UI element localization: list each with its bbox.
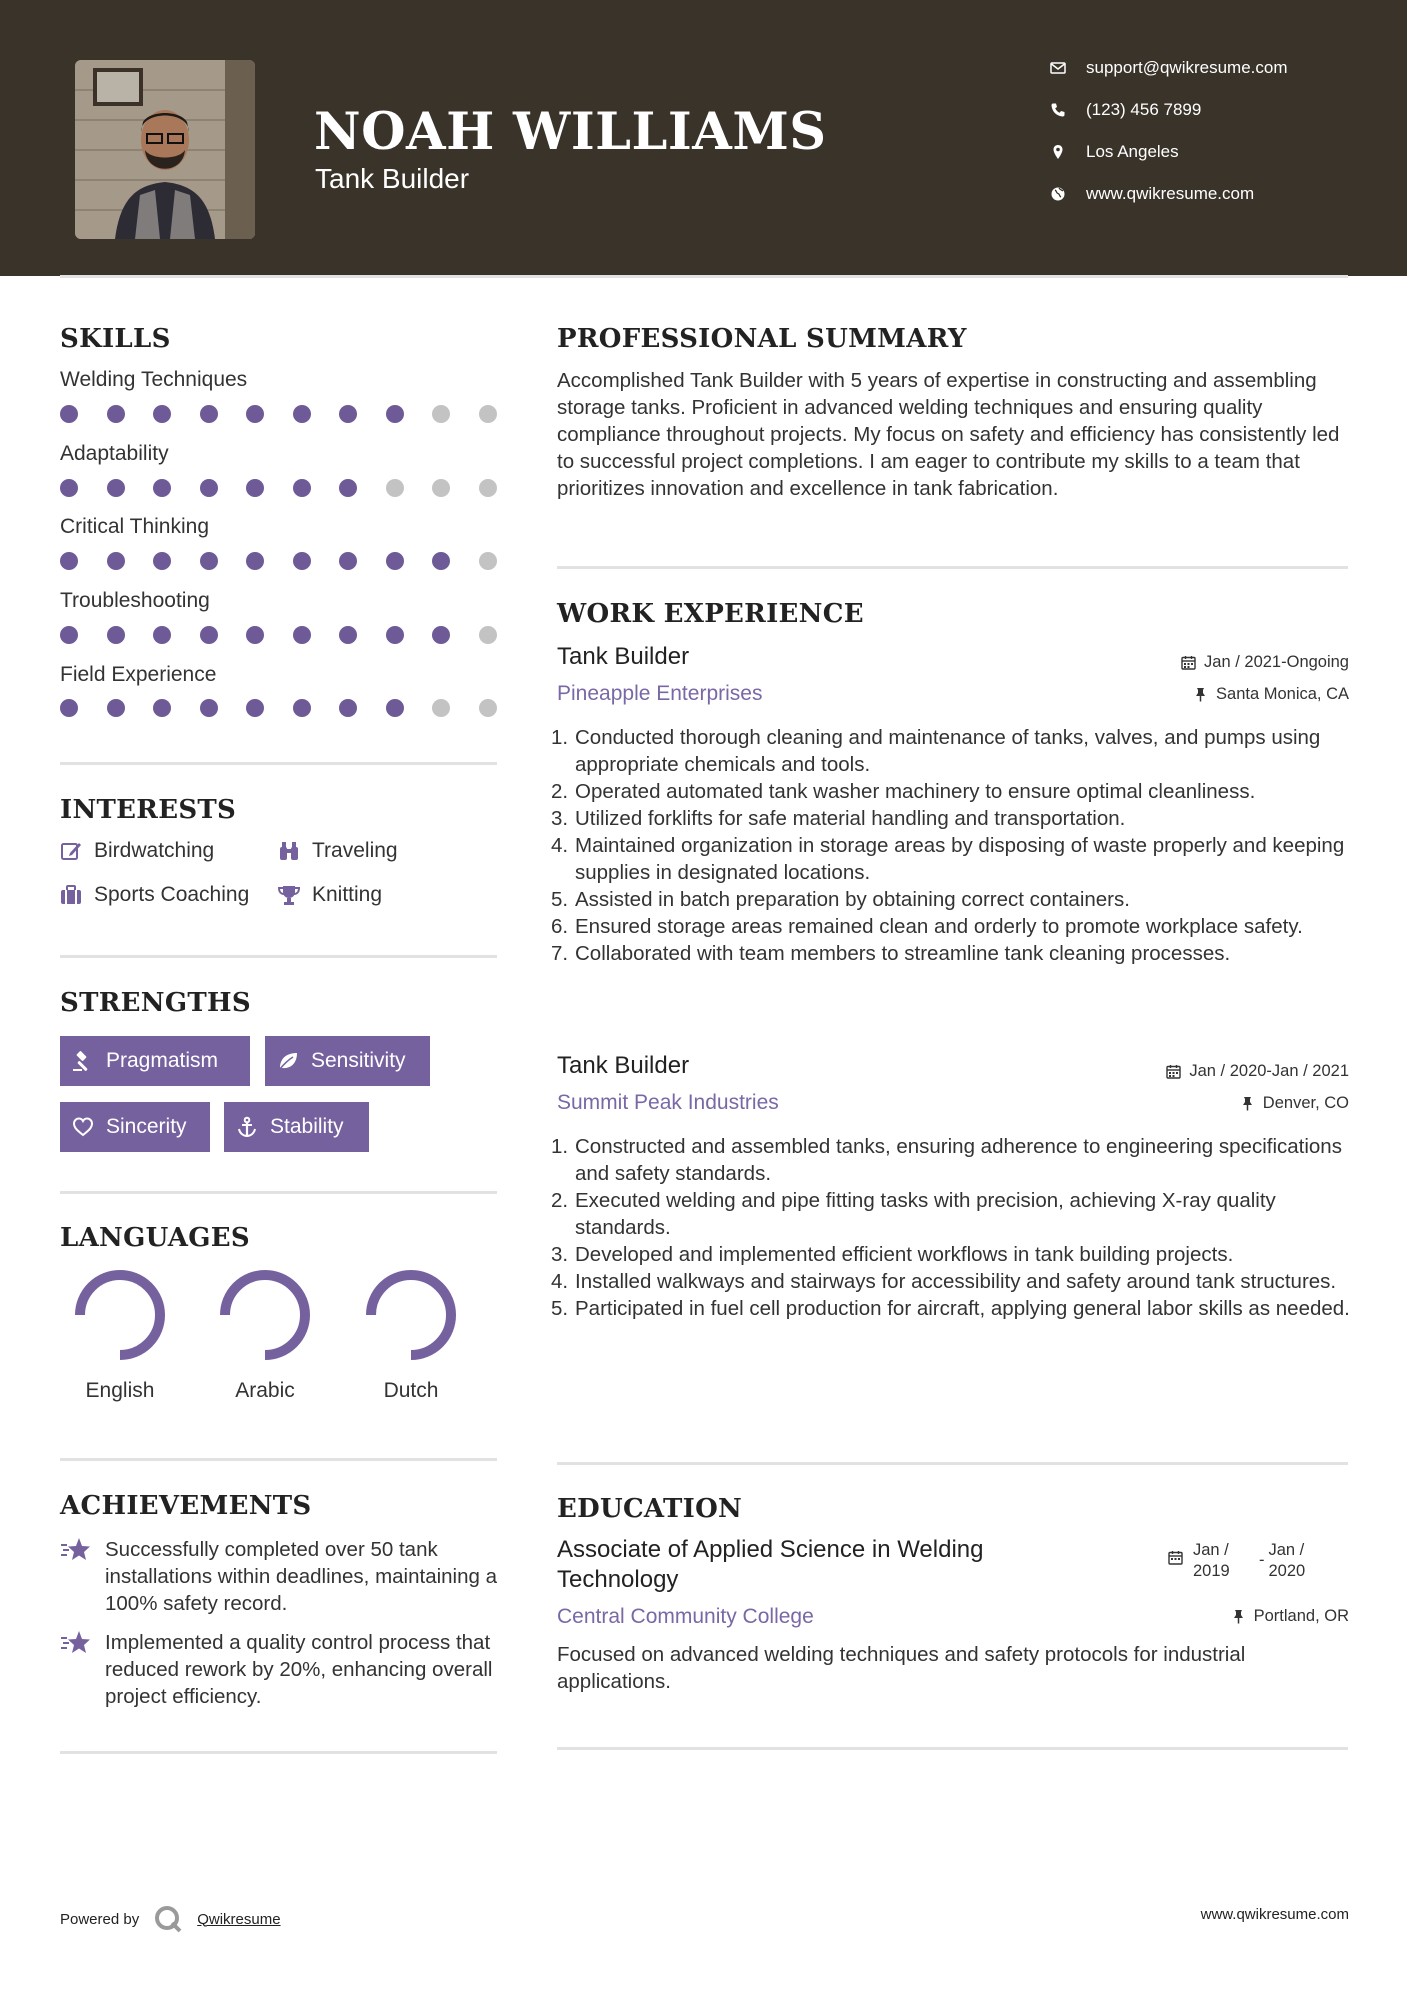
avatar-image [75,60,255,239]
languages-heading: LANGUAGES [60,1223,250,1253]
date-end: Jan / 2020 [1268,1541,1306,1580]
interest-item [278,839,398,863]
interest-item [60,883,249,907]
skill-rating [60,479,525,497]
trophy-icon [278,884,300,906]
bullet-text: Participated in fuel cell production for aircraft, applying general labor skills as needed. [575,1297,1350,1320]
bullet-text: Constructed and assembled tanks, ensuring adherence to engineering specifications and safety standards. [575,1135,1342,1185]
language-name: English [85,1379,155,1402]
list-item: 5. Assisted in batch preparation by obtaining correct containers. [551,888,1130,911]
achievements-heading: ACHIEVEMENTS [60,1491,312,1521]
list-item: 6. Ensured storage areas remained clean and orderly to promote workplace safety. [551,915,1303,938]
globe-icon [1050,186,1086,202]
strength-badge [265,1036,430,1086]
summary-text: Accomplished Tank Builder with 5 years of expertise in constructing and assembling storage tanks. Proficient in advanced welding techniques and ensuring quality compliance throughout projects. My focus on safety and efficiency has consistently led to successful project completions. I am eager to contribute my skills to a team that prioritizes innovation and excellence in tank fabrication. [557,369,1340,500]
skills-heading: SKILLS [60,324,171,354]
skill-dot-filled [246,626,264,644]
list-item: 3. Developed and implemented efficient workflows in tank building projects. [551,1243,1234,1266]
section-divider [557,1462,1348,1465]
list-item: 2. Executed welding and pipe fitting tasks with precision, achieving X-ray quality standards. [551,1189,1276,1239]
strength-label: Sincerity [106,1115,187,1138]
contact-phone[interactable] [1050,100,1350,120]
language-name: Arabic [235,1379,295,1402]
skill-dot-filled [60,626,78,644]
interest-label: Birdwatching [94,839,215,862]
skill-dot-filled [386,699,404,717]
skill-dot-filled [432,552,450,570]
skill-dot-filled [107,479,125,497]
skill-dot-filled [386,405,404,423]
list-item: 1. Conducted thorough cleaning and maintenance of tanks, valves, and pumps using appropriate chemicals and tools. [551,726,1321,776]
dates-text: Jan / 2020-Jan / 2021 [1189,1062,1349,1080]
skill-dot-filled [107,552,125,570]
list-item: 4. Installed walkways and stairways for accessibility and safety around tank structures. [551,1270,1337,1293]
pushpin-icon [1231,1609,1246,1624]
job-dates [1181,653,1349,672]
website-text: www.qwikresume.com [1086,184,1255,203]
job-dates [1166,1062,1349,1081]
briefcase-icon [60,884,82,906]
achievement-item [60,1629,500,1710]
job-location [1193,685,1349,704]
skill-dot-empty [479,699,497,717]
skill-dot-filled [293,479,311,497]
candidate-title: Tank Builder [315,163,470,194]
skill-name: Field Experience [60,663,217,686]
section-divider [60,955,497,958]
skill-dot-filled [339,552,357,570]
skill-dot-filled [60,699,78,717]
skill-dot-filled [200,552,218,570]
job-title: Tank Builder [557,643,690,670]
strengths-heading: STRENGTHS [60,988,251,1018]
skill-dot-filled [339,405,357,423]
language-gauge [70,1265,170,1365]
school-name: Central Community College [557,1605,814,1628]
experience-heading: WORK EXPERIENCE [557,599,864,629]
school-location [1231,1607,1349,1626]
interest-label: Sports Coaching [94,883,250,906]
section-divider [60,1458,497,1461]
section-divider [557,1747,1348,1750]
anchor-icon [236,1116,258,1138]
job-bullets [551,724,1357,967]
bullet-text: Operated automated tank washer machinery to ensure optimal cleanliness. [575,780,1256,803]
date-separator: - [1259,1551,1265,1569]
bullet-text: Developed and implemented efficient workflows in tank building projects. [575,1243,1234,1266]
skill-dot-empty [432,479,450,497]
skill-dot-empty [432,699,450,717]
skill-dot-filled [107,699,125,717]
map-marker-icon [1050,144,1086,160]
calendar-icon [1166,1064,1181,1079]
skill-dot-filled [293,552,311,570]
skill-dot-empty [479,626,497,644]
language-item [205,1265,325,1403]
bullet-text: Installed walkways and stairways for accessibility and safety around tank structures. [575,1270,1337,1293]
skill-dot-filled [293,699,311,717]
dates-text: Jan / 2021-Ongoing [1204,653,1349,671]
binoculars-icon [278,840,300,862]
job-location [1240,1094,1349,1113]
interest-item [278,883,382,907]
interest-label: Knitting [312,883,383,906]
contact-location [1050,142,1350,162]
edit-icon [60,840,82,862]
section-divider [60,1751,497,1754]
skill-dot-filled [153,626,171,644]
candidate-name: NOAH WILLIAMS [314,102,827,162]
footer-website[interactable]: www.qwikresume.com [1200,1906,1349,1923]
bullet-text: Collaborated with team members to streamline tank cleaning processes. [575,942,1231,965]
summary-heading: PROFESSIONAL SUMMARY [557,324,967,354]
contact-website[interactable] [1050,184,1350,204]
skill-dot-filled [153,699,171,717]
star-icon [60,1629,92,1657]
skill-dot-filled [153,479,171,497]
skill-dot-filled [246,699,264,717]
education-dates [1168,1540,1317,1582]
strength-label: Stability [270,1115,344,1138]
interest-label: Traveling [312,839,398,862]
profile-photo [75,60,255,239]
skill-name: Critical Thinking [60,515,209,538]
language-item [351,1265,471,1403]
strength-badge [60,1036,250,1086]
education-description: Focused on advanced welding techniques and safety protocols for industrial applications. [557,1643,1246,1693]
language-gauge-arc [80,1275,160,1355]
qwikresume-logo-icon [153,1904,183,1934]
company-name: Pineapple Enterprises [557,682,763,705]
skill-dot-filled [200,626,218,644]
skill-dot-filled [200,405,218,423]
achievement-text: Implemented a quality control process that reduced rework by 20%, enhancing overall project efficiency. [105,1631,493,1708]
section-divider [60,762,497,765]
skill-dot-filled [200,699,218,717]
skill-dot-empty [479,479,497,497]
strength-badge [224,1102,369,1152]
skill-dot-filled [107,626,125,644]
language-name: Dutch [383,1379,439,1402]
phone-icon [1050,102,1086,118]
skill-dot-empty [432,405,450,423]
interests-heading: INTERESTS [60,795,237,825]
skill-dot-filled [339,479,357,497]
job-bullets [551,1133,1357,1322]
skill-dot-filled [153,405,171,423]
date-start: Jan / 2019 [1193,1541,1230,1580]
bullet-text: Executed welding and pipe fitting tasks with precision, achieving X-ray quality standards. [575,1189,1276,1239]
contact-email[interactable] [1050,58,1350,78]
skill-dot-filled [293,405,311,423]
skill-dot-filled [246,552,264,570]
strength-badge [60,1102,210,1152]
location-text: Santa Monica, CA [1216,685,1349,703]
skill-dot-filled [246,479,264,497]
degree-title: Associate of Applied Science in Welding Technology [557,1536,984,1593]
skill-dot-filled [293,626,311,644]
interest-item [60,839,214,863]
brand-link[interactable]: Qwikresume [197,1910,281,1928]
skill-rating [60,405,525,423]
skill-name: Welding Techniques [60,368,248,391]
skill-dot-filled [432,626,450,644]
phone-text: (123) 456 7899 [1086,100,1202,119]
language-gauge [361,1265,461,1365]
location-text: Denver, CO [1262,1094,1349,1112]
skill-dot-filled [339,626,357,644]
email-text: support@qwikresume.com [1086,58,1288,77]
powered-by-text: Powered by [60,1910,140,1928]
calendar-icon [1168,1550,1183,1565]
skill-dot-filled [107,405,125,423]
section-divider [60,1191,497,1194]
list-item: 3. Utilized forklifts for safe material handling and transportation. [551,807,1126,830]
bullet-text: Ensured storage areas remained clean and orderly to promote workplace safety. [575,915,1303,938]
bullet-text: Utilized forklifts for safe material handling and transportation. [575,807,1126,830]
envelope-icon [1050,60,1086,76]
skill-rating [60,699,525,717]
footer-powered-by [60,1904,281,1934]
company-name: Summit Peak Industries [557,1091,779,1114]
location-text: Los Angeles [1086,142,1179,161]
language-gauge-arc [225,1275,305,1355]
job-title: Tank Builder [557,1052,690,1079]
skill-dot-empty [479,405,497,423]
list-item: 1. Constructed and assembled tanks, ensuring adherence to engineering specifications and safety standards. [551,1135,1342,1185]
bullet-text: Assisted in batch preparation by obtaining correct containers. [575,888,1130,911]
education-heading: EDUCATION [557,1494,743,1524]
skill-rating [60,552,525,570]
resume-header [0,0,1407,276]
skill-rating [60,626,525,644]
skill-dot-filled [60,479,78,497]
gavel-icon [72,1050,94,1072]
skill-dot-filled [60,552,78,570]
pushpin-icon [1193,687,1208,702]
heart-icon [72,1116,94,1138]
achievement-item [60,1536,500,1617]
skill-dot-filled [339,699,357,717]
strength-label: Pragmatism [106,1049,219,1072]
achievement-text: Successfully completed over 50 tank installations within deadlines, maintaining a 100% safety record. [105,1538,498,1615]
star-icon [60,1536,92,1564]
bullet-text: Conducted thorough cleaning and maintenance of tanks, valves, and pumps using appropriate chemicals and tools. [575,726,1321,776]
language-gauge-arc [371,1275,451,1355]
pushpin-icon [1240,1096,1255,1111]
skill-dot-filled [386,626,404,644]
language-gauge [215,1265,315,1365]
skill-dot-filled [386,552,404,570]
list-item: 5. Participated in fuel cell production for aircraft, applying general labor skills as needed. [551,1297,1350,1320]
leaf-icon [277,1050,299,1072]
skill-dot-empty [479,552,497,570]
list-item: 7. Collaborated with team members to streamline tank cleaning processes. [551,942,1231,965]
language-item [60,1265,180,1403]
skill-name: Adaptability [60,442,169,465]
list-item: 2. Operated automated tank washer machinery to ensure optimal cleanliness. [551,780,1256,803]
header-divider [60,275,1348,278]
calendar-icon [1181,655,1196,670]
skill-dot-empty [386,479,404,497]
skill-dot-filled [200,479,218,497]
skill-dot-filled [60,405,78,423]
skill-dot-filled [246,405,264,423]
bullet-text: Maintained organization in storage areas by disposing of waste properly and keeping supplies in designated locations. [575,834,1345,884]
list-item: 4. Maintained organization in storage areas by disposing of waste properly and keeping supplies in designated locations. [551,834,1345,884]
skill-name: Troubleshooting [60,589,210,612]
skill-dot-filled [153,552,171,570]
section-divider [557,566,1348,569]
strength-label: Sensitivity [311,1049,406,1072]
location-text: Portland, OR [1253,1607,1349,1625]
